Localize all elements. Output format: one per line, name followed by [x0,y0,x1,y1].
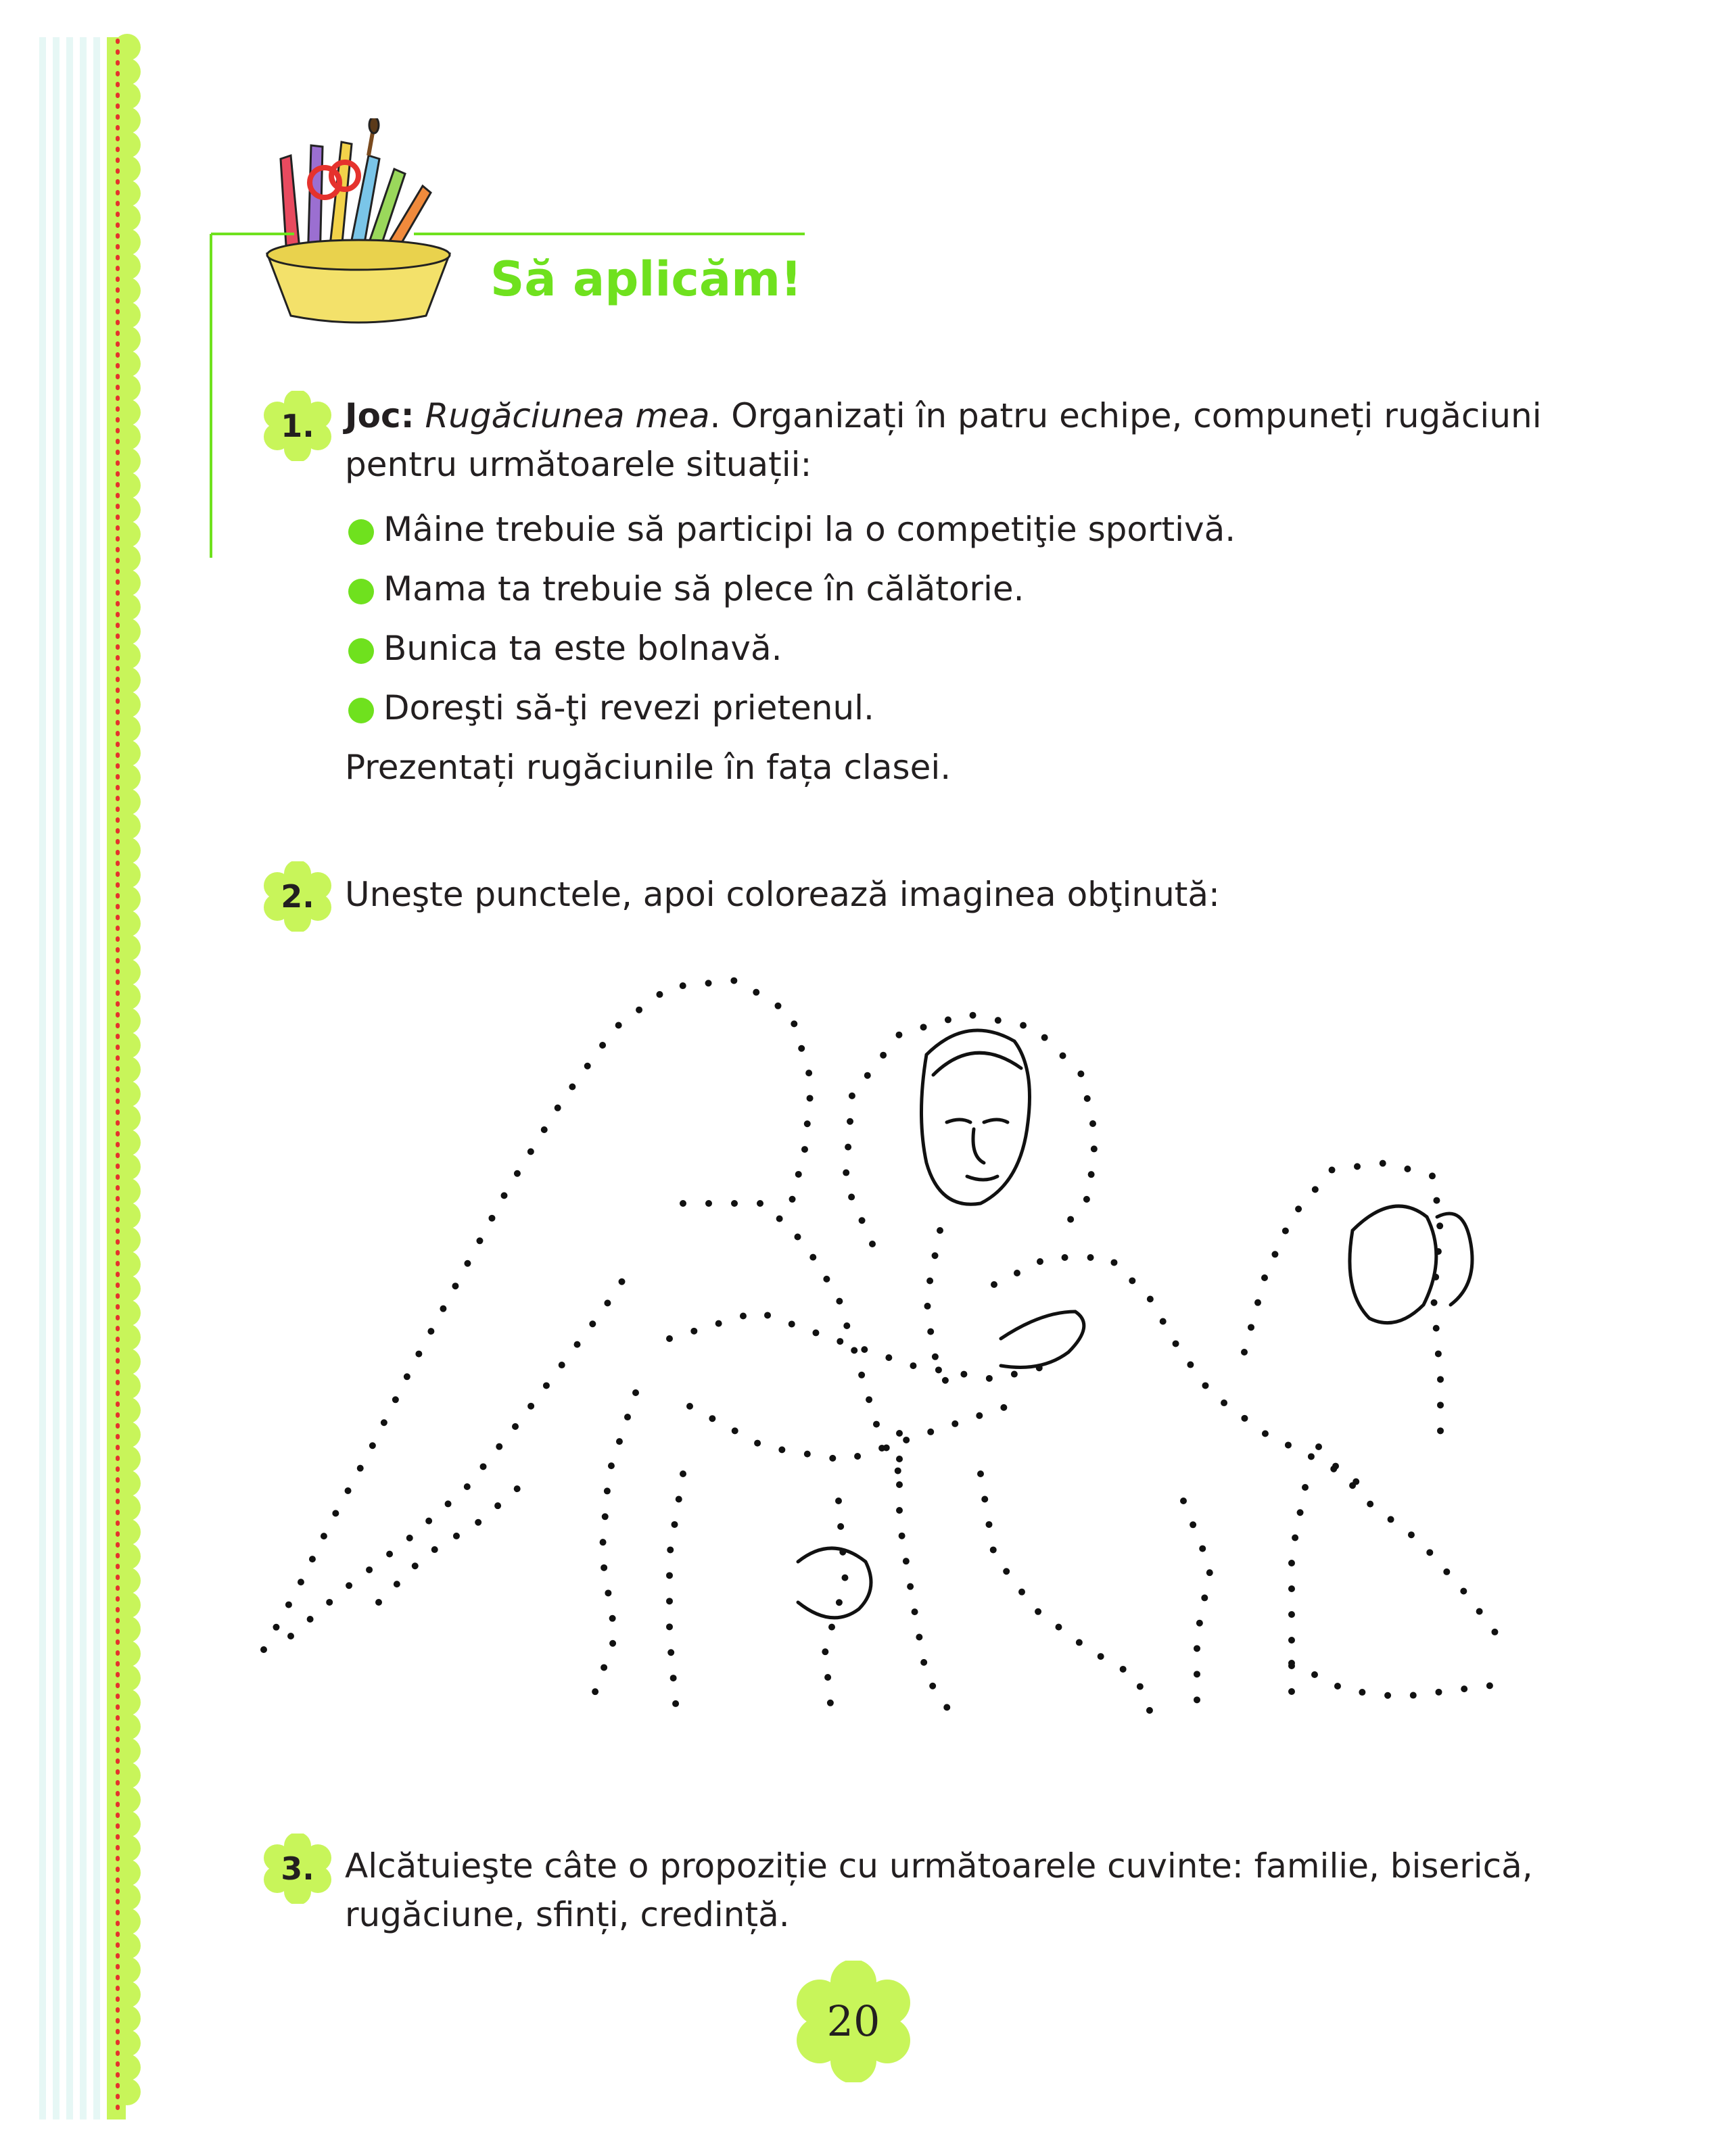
bullet-text: Doreşti să-ţi revezi prietenul. [383,688,874,727]
exercise-1-instructions: . Organizați în patru echipe, compuneți rugăciuni [709,396,1542,435]
game-name: Rugăciunea mea [425,396,710,435]
exercise-2-text: Uneşte punctele, apoi colorează imaginea obţinută: [345,875,1220,914]
exercise-2-badge [262,861,333,932]
decorative-left-border [0,0,162,2156]
bullet-dot-icon [348,579,374,604]
exercise-1-closing: Prezentați rugăciunile în fața clasei. [345,748,951,787]
bullet-dot-icon [348,698,374,723]
exercise-3-line-1: Alcătuieşte câte o propoziție cu următoarele cuvinte: familie, biserică, [345,1846,1533,1886]
bullet-dot-icon [348,519,374,545]
exercise-3-line-2: rugăciune, sfinți, credință. [345,1895,790,1934]
bullet-text: Bunica ta este bolnavă. [383,629,782,668]
exercise-1-line-2: pentru următoarele situații: [345,445,812,484]
dot-to-dot-angel-icon [250,960,1522,1758]
exercise-1-badge [262,391,333,461]
exercise-1-line-1 [345,392,1542,439]
bullet-text: Mâine trebuie să participi la o competiţie sportivă. [383,510,1236,549]
page-number-badge [793,1961,914,2082]
page-number: 20 [826,1996,880,2046]
bullet-dot-icon [348,638,374,664]
exercise-number: 3. [281,1850,314,1887]
section-title: Să aplicăm! [490,251,802,307]
exercise-3-badge [262,1834,333,1904]
exercise-number: 2. [281,878,314,915]
exercise-number: 1. [281,408,314,444]
bullet-text: Mama ta trebuie să plece în călătorie. [383,569,1025,608]
game-label: Joc: [345,396,415,435]
